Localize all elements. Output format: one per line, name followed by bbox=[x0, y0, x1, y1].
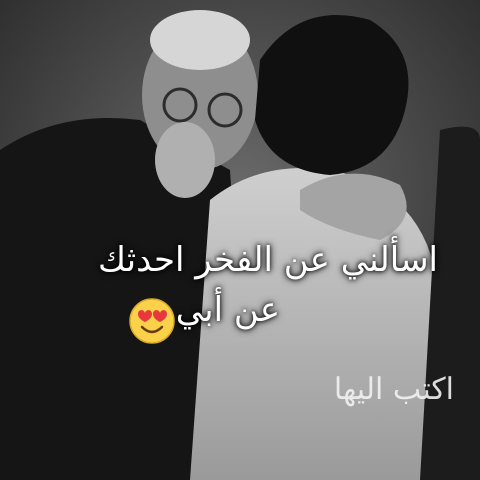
caption-line1: اسألني عن الفخر احدثك bbox=[98, 240, 438, 280]
father-hair bbox=[150, 10, 250, 70]
watermark-calligraphy: اكتب اليها bbox=[333, 372, 454, 407]
caption-line2: عن أبي bbox=[175, 290, 280, 330]
father-hand bbox=[155, 122, 215, 198]
heart-eyes-emoji-icon bbox=[128, 297, 176, 345]
